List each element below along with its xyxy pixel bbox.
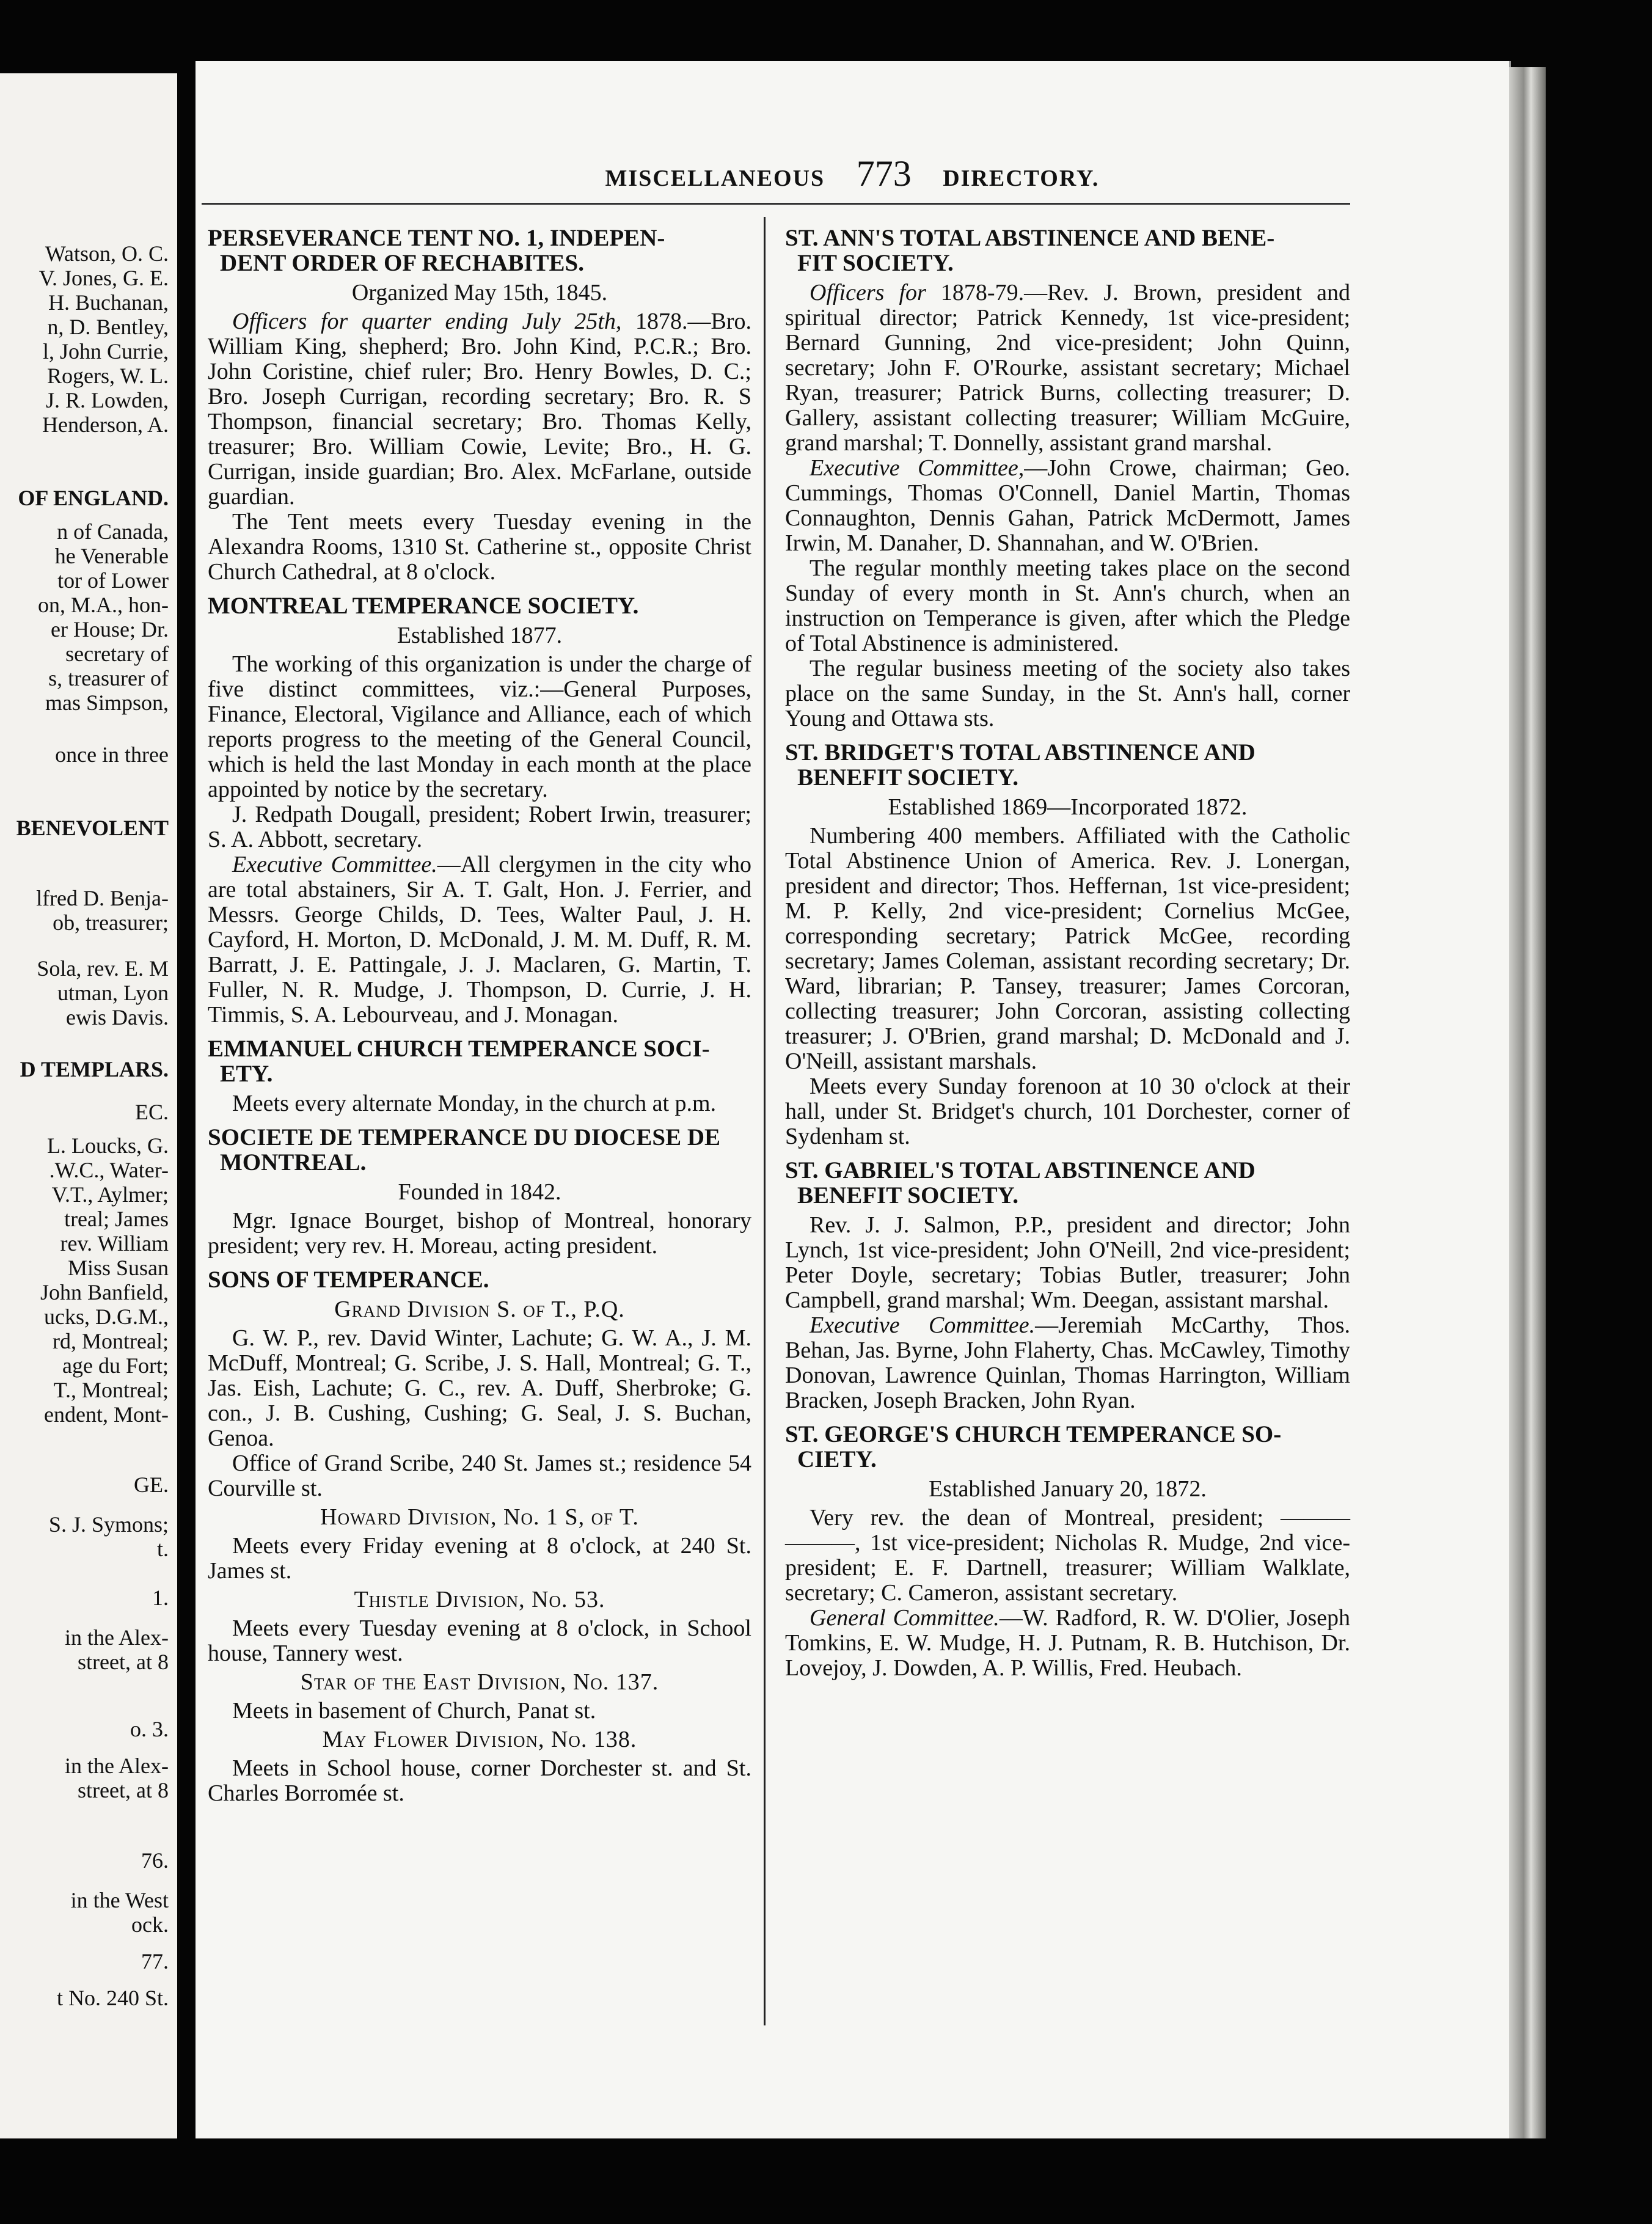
left-fragment-line: OF ENGLAND. — [18, 486, 169, 510]
meeting-paragraph: Meets every alternate Monday, in the church at p.m. — [232, 1091, 717, 1116]
mayflower-division-heading: May Flower Division, No. 138. — [322, 1727, 637, 1752]
right-column — [785, 217, 1350, 1681]
general-committee-paragraph: General Committee.—W. Radford, R. W. D'Olier, Joseph Tomkins, E. W. Mudge, H. J. Putnam, R. B. Hutchison, Dr. Lovejoy, J. Dowden, A. P. Willis, Fred. Heubach. — [785, 1605, 1350, 1681]
left-fragment-line: in the Alex- — [65, 1625, 169, 1650]
entry-title: EMMANUEL CHURCH TEMPERANCE SOCI- ETY. — [208, 1036, 710, 1087]
left-fragment-line: t. — [156, 1537, 169, 1561]
committees-paragraph: The working of this organization is under the charge of five distinct committees, viz.:—General Purposes, Finance, Electoral, Vigilance and Alliance, each of which reports progress to the meeting of the General Council, which is held the last Monday in each month at the place appointed by notice by the secretary. — [208, 651, 751, 802]
left-fragment-line: 77. — [141, 1949, 169, 1973]
left-fragment-line: T., Montreal; — [53, 1378, 169, 1402]
sons-of-temperance-entry — [208, 1267, 751, 1806]
page-number: 773 — [856, 153, 912, 194]
mayflower-division-paragraph: Meets in School house, corner Dorchester st. and St. Charles Borromée st. — [208, 1755, 751, 1806]
left-fragment-line: street, at 8 — [78, 1650, 169, 1674]
left-fragment-line: endent, Mont- — [44, 1402, 169, 1427]
left-page-fragment — [0, 73, 177, 2138]
officers-paragraph: Officers for 1878-79.—Rev. J. Brown, president and spiritual director; Patrick Kennedy, 1st vice-president; Bernard Gunning, 2nd vice-president; John Quinn, secretary; John F. O'Rourke, assistant secretary; Michael Ryan, treasurer; Patrick Burns, collecting treasurer; D. Gallery, assistant collecting treasurer; William McGuire, grand marshal; T. Donnelly, assistant grand marshal. — [785, 280, 1350, 456]
st-ann-entry — [785, 225, 1350, 731]
established-date: Established 1877. — [397, 623, 563, 648]
meeting-paragraph: The Tent meets every Tuesday evening in the Alexandra Rooms, 1310 St. Catherine st., opposite Christ Church Cathedral, at 8 o'clock. — [208, 509, 751, 585]
left-fragment-line: on, M.A., hon- — [38, 593, 169, 617]
left-fragment-line: lfred D. Benja- — [36, 886, 169, 910]
left-fragment-line: n of Canada, — [57, 519, 169, 544]
left-fragment-line: utman, Lyon — [57, 981, 169, 1005]
officers-paragraph: Numbering 400 members. Affiliated with the Catholic Total Abstinence Union of America. Rev. J. Lonergan, president and director; Thos. Heffernan, 1st vice-president; M. P. Kelly, 2nd vice-president; Cornelius McGee, corresponding secretary; Patrick McGee, recording secretary; James Coleman, assistant recording secretary; Dr. Ward, librarian; P. Tansey, treasurer; James Corcoran, collecting treasurer; John Corcoran, assisting collecting treasurer; J. O'Brien, grand marshal; D. McDonald and J. O'Neill, assistant marshals. — [785, 823, 1350, 1074]
left-fragment-line: John Banfield, — [40, 1280, 169, 1304]
directory-page — [196, 61, 1511, 2138]
entry-title: ST. GABRIEL'S TOTAL ABSTINENCE AND BENEFIT SOCIETY. — [785, 1157, 1255, 1209]
montreal-temperance-entry — [208, 593, 751, 1028]
left-fragment-line: o. 3. — [130, 1717, 169, 1741]
st-george-entry — [785, 1422, 1350, 1681]
left-fragment-line: he Venerable — [54, 544, 169, 568]
entry-title: MONTREAL TEMPERANCE SOCIETY. — [208, 593, 639, 619]
left-fragment-line: t No. 240 St. — [56, 1986, 169, 2010]
star-division-heading: Star of the East Division, No. 137. — [300, 1669, 659, 1695]
left-fragment-line: mas Simpson, — [45, 690, 169, 715]
business-meeting-paragraph: The regular business meeting of the society also takes place on the same Sunday, in the St. Ann's hall, corner Young and Ottawa sts. — [785, 656, 1350, 731]
left-fragment-line: er House; Dr. — [51, 617, 169, 642]
officers-paragraph: Rev. J. J. Salmon, P.P., president and director; John Lynch, 1st vice-president; John O'Neill, 2nd vice-president; Peter Doyle, secretary; Tobias Butler, treasurer; John Campbell, grand marshal; Wm. Deegan, assistant marshal. — [785, 1212, 1350, 1313]
header-left: MISCELLANEOUS — [605, 166, 825, 191]
executive-paragraph: Executive Committee.—All clergymen in the city who are total abstainers, Sir A. T. Galt, Hon. J. Ferrier, and Messrs. George Childs, D. Tees, Walter Paul, J. H. Cayford, H. Morton, D. McDonald, J. M. M. Duff, R. M. Barratt, J. E. Pattingale, J. J. Maclaren, G. Martin, T. Fuller, N. R. Mudge, J. Thompson, D. Currie, J. H. Timmis, S. A. Lebourveau, and J. Monagan. — [208, 852, 751, 1028]
officers-paragraph: Very rev. the dean of Montreal, president; ——— ———, 1st vice-president; Nicholas R. Mudge, 2nd vice-president; E. F. Dartnell, treasurer; William Walklate, secretary; C. Cameron, assistant secretary. — [785, 1505, 1350, 1606]
book-page-edge — [1509, 67, 1546, 2138]
thistle-division-paragraph: Meets every Tuesday evening at 8 o'clock, in School house, Tannery west. — [208, 1615, 751, 1666]
left-fragment-line: 76. — [141, 1848, 169, 1873]
left-fragment-line: ock. — [131, 1912, 169, 1937]
left-fragment-line: age du Fort; — [62, 1353, 169, 1378]
left-fragment-line: Rogers, W. L. — [46, 364, 169, 388]
page-header — [196, 153, 1509, 195]
left-fragment-line: l, John Currie, — [43, 339, 169, 364]
left-fragment-line: secretary of — [65, 642, 169, 666]
monthly-meeting-paragraph: The regular monthly meeting takes place on the second Sunday of every month in St. Ann's church, when an instruction on Temperance is given, after which the Pledge of Total Abstinence is administered. — [785, 555, 1350, 656]
grand-division-heading: Grand Division S. of T., P.Q. — [334, 1297, 625, 1322]
perseverance-tent-entry — [208, 225, 751, 585]
left-fragment-line: J. R. Lowden, — [46, 388, 169, 412]
officers-paragraph: Mgr. Ignace Bourget, bishop of Montreal, honorary president; very rev. H. Moreau, acting president. — [208, 1208, 751, 1259]
left-fragment-line: in the Alex- — [65, 1754, 169, 1778]
left-fragment-line: D TEMPLARS. — [20, 1057, 169, 1081]
left-fragment-line: 1. — [152, 1586, 169, 1610]
officers-paragraph: J. Redpath Dougall, president; Robert Irwin, treasurer; S. A. Abbott, secretary. — [208, 802, 751, 852]
established-date: Established January 20, 1872. — [929, 1476, 1207, 1502]
left-fragment-line: Watson, O. C. — [45, 241, 169, 266]
howard-division-heading: Howard Division, No. 1 S, of T. — [320, 1504, 639, 1530]
left-fragment-line: S. J. Symons; — [48, 1512, 169, 1537]
left-fragment-line: GE. — [134, 1472, 169, 1497]
grand-division-paragraph: G. W. P., rev. David Winter, Lachute; G. W. A., J. M. McDuff, Montreal; G. Scribe, J. S. Hall, Montreal; G. T., Jas. Eish, Lachute; G. C., rev. A. Duff, Sherbroke; G. con., J. B. Cushing, Cushing; G. Seal, J. S. Buchan, Genoa. — [208, 1325, 751, 1451]
left-column — [208, 217, 751, 1806]
office-paragraph: Office of Grand Scribe, 240 St. James st.; residence 54 Courville st. — [208, 1450, 751, 1501]
star-division-paragraph: Meets in basement of Church, Panat st. — [232, 1698, 596, 1724]
founded-date: Founded in 1842. — [398, 1179, 561, 1205]
left-fragment-line: treal; James — [64, 1207, 169, 1231]
column-rule — [764, 217, 766, 2025]
left-fragment-line: tor of Lower — [57, 568, 169, 593]
societe-temperance-entry — [208, 1125, 751, 1259]
left-fragment-line: BENEVOLENT — [16, 816, 169, 840]
left-fragment-line: street, at 8 — [78, 1778, 169, 1802]
left-fragment-line: L. Loucks, G. — [47, 1133, 169, 1158]
left-fragment-line: once in three — [55, 742, 169, 767]
left-fragment-line: rev. William — [60, 1231, 169, 1256]
header-right: DIRECTORY. — [943, 166, 1100, 191]
entry-title: ST. GEORGE'S CHURCH TEMPERANCE SO- CIETY. — [785, 1421, 1282, 1472]
left-fragment-line: ucks, D.G.M., — [44, 1304, 169, 1329]
entry-title: ST. ANN'S TOTAL ABSTINENCE AND BENE- FIT SOCIETY. — [785, 225, 1275, 276]
left-fragment-line: n, D. Bentley, — [47, 315, 169, 339]
left-fragment-line: Miss Susan — [67, 1256, 169, 1280]
entry-title: PERSEVERANCE TENT NO. 1, INDEPEN- DENT ORDER OF RECHABITES. — [208, 225, 665, 276]
entry-title: ST. BRIDGET'S TOTAL ABSTINENCE AND BENEFIT SOCIETY. — [785, 739, 1255, 791]
left-fragment-line: Sola, rev. E. M — [37, 956, 169, 981]
left-fragment-line: H. Buchanan, — [48, 290, 169, 315]
left-fragment-line: EC. — [134, 1100, 169, 1124]
st-gabriel-entry — [785, 1158, 1350, 1413]
st-bridget-entry — [785, 740, 1350, 1149]
entry-title: SOCIETE DE TEMPERANCE DU DIOCESE DE MONTREAL. — [208, 1124, 721, 1176]
left-fragment-line: V. Jones, G. E. — [38, 266, 169, 290]
howard-division-paragraph: Meets every Friday evening at 8 o'clock, at 240 St. James st. — [208, 1533, 751, 1584]
left-fragment-line: Henderson, A. — [42, 412, 169, 437]
left-fragment-line: V.T., Aylmer; — [51, 1182, 169, 1207]
left-fragment-line: .W.C., Water- — [49, 1158, 169, 1182]
established-date: Established 1869—Incorporated 1872. — [888, 794, 1248, 820]
organized-date: Organized May 15th, 1845. — [351, 280, 608, 305]
entry-title: SONS OF TEMPERANCE. — [208, 1267, 489, 1293]
header-rule — [202, 203, 1350, 205]
left-fragment-line: ob, treasurer; — [53, 910, 169, 935]
meeting-paragraph: Meets every Sunday forenoon at 10 30 o'clock at their hall, under St. Bridget's church, 101 Dorchester, corner of Sydenham st. — [785, 1074, 1350, 1149]
thistle-division-heading: Thistle Division, No. 53. — [354, 1587, 605, 1612]
left-fragment-line: s, treasurer of — [48, 666, 169, 690]
left-fragment-line: rd, Montreal; — [53, 1329, 169, 1353]
officers-paragraph: Officers for quarter ending July 25th, 1878.—Bro. William King, shepherd; Bro. John Kind, P.C.R.; Bro. John Coristine, chief ruler; Bro. Henry Bowles, D. C.; Bro. Joseph Currigan, recording secretary; Bro. R. S Thompson, financial secretary; Bro. Thomas Kelly, treasurer; Bro. William Cowie, Levite; Bro., H. G. Currigan, inside guardian; Bro. Alex. McFarlane, outside guardian. — [208, 309, 751, 510]
emmanuel-church-entry — [208, 1036, 751, 1116]
left-fragment-line: ewis Davis. — [66, 1005, 169, 1030]
executive-paragraph: Executive Committee,—John Crowe, chairman; Geo. Cummings, Thomas O'Connell, Daniel Martin, Thomas Connaughton, Dennis Gahan, Patrick McDermott, James Irwin, M. Danaher, D. Shannahan, and W. O'Brien. — [785, 455, 1350, 556]
executive-paragraph: Executive Committee.—Jeremiah McCarthy, Thos. Behan, Jas. Byrne, John Flaherty, Chas. McCawley, Timothy Donovan, Lawrence Quinlan, Thomas Harrington, William Bracken, Joseph Bracken, John Ryan. — [785, 1312, 1350, 1413]
left-fragment-line: in the West — [70, 1888, 169, 1912]
